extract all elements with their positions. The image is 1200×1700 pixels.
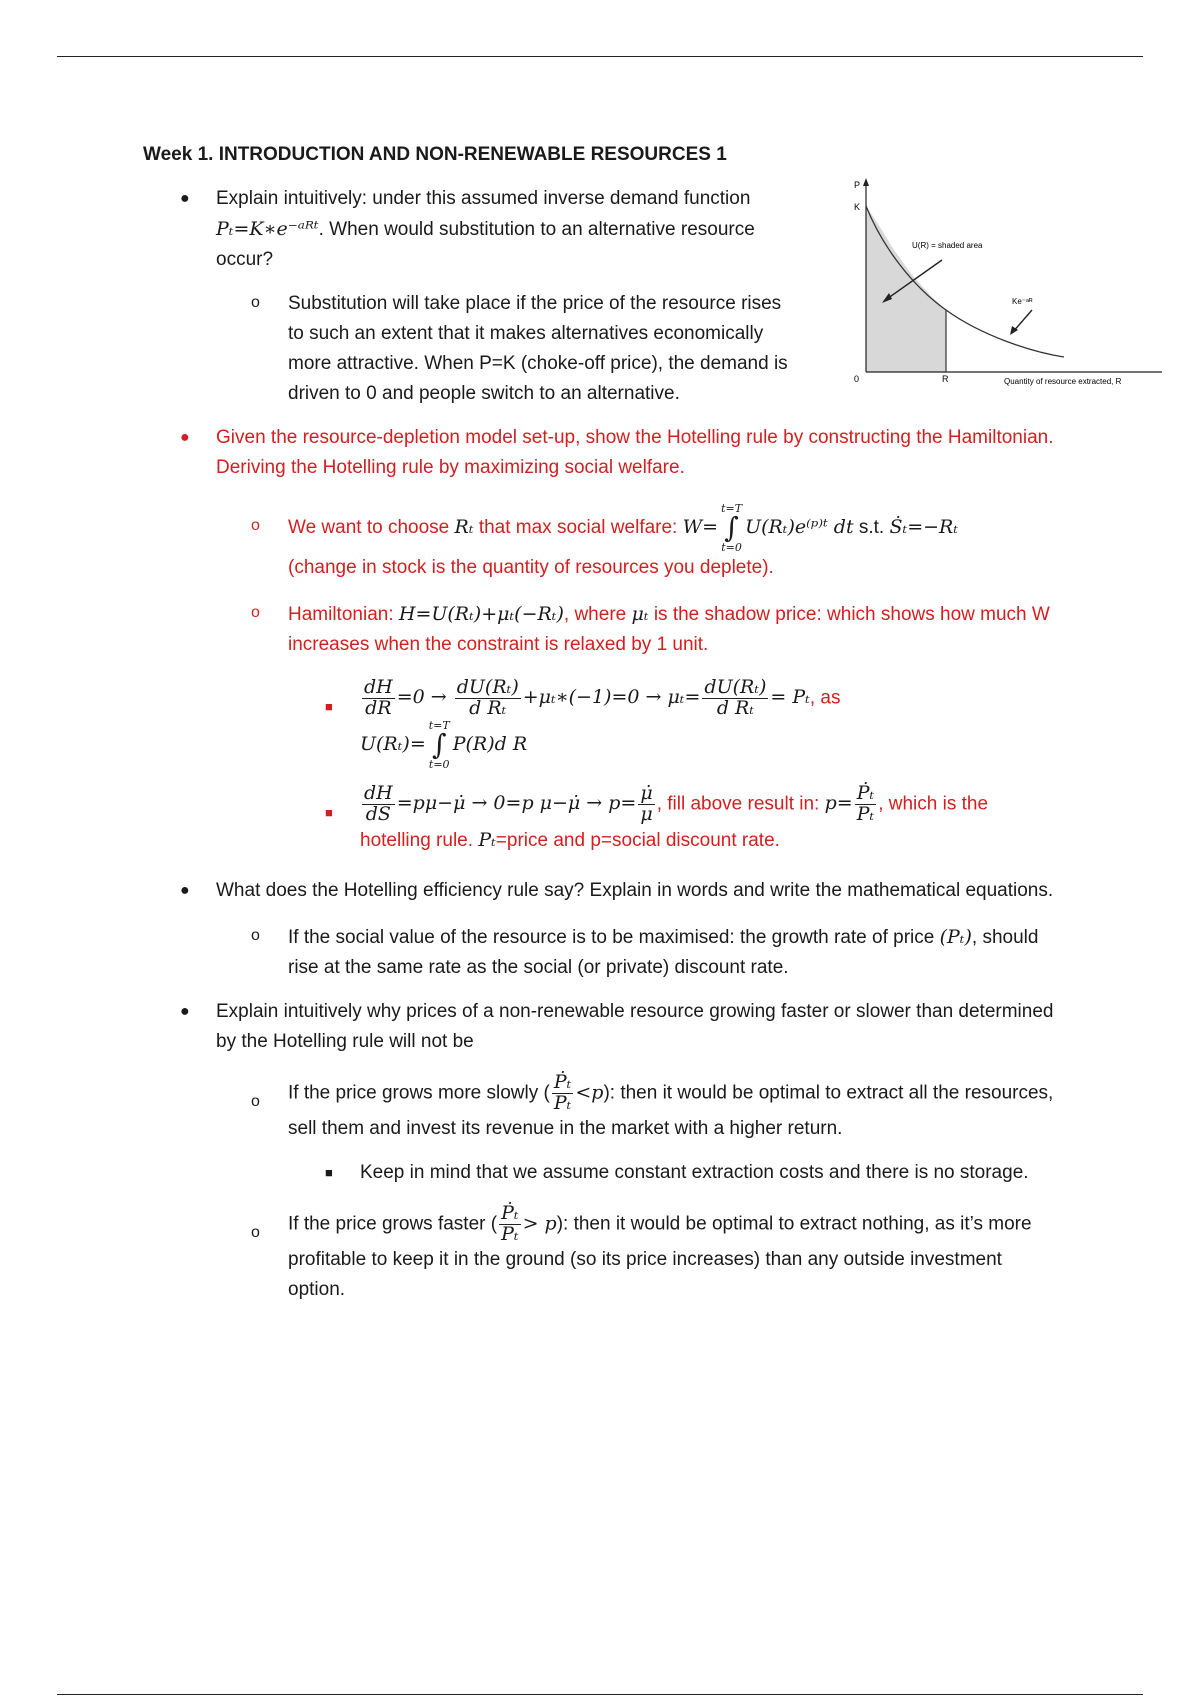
integral-lower: t=0 [721,541,742,554]
q2-derivation-2 [143,781,1063,856]
curve-annotation: Ke⁻ᵃᴿ [1012,297,1033,306]
q1-line3: occur? [216,249,274,270]
q2-answer-1 [143,503,1063,583]
deriv-mid-2: +μₜ∗(−1)=0 → μₜ= [522,686,701,709]
hamiltonian-eq: H=U(Rₜ)+μₜ(−Rₜ) [398,603,564,625]
q4-a1-post: ): then it would be optimal to extract all the resources, sell them and invest its revenue in the market with a higher return. [288,1082,1054,1139]
area-annotation: U(R) = shaded area [912,241,983,250]
stock-constraint: Ṡₜ=−Rₜ [889,516,959,539]
question-2 [143,423,1063,483]
q3-answer-2: , should rise at the same rate as the social (or private) discount rate. [288,926,1039,978]
q4-a2-cmp: > p [522,1212,557,1235]
such-that: s.t. [858,517,885,539]
answer-4a [143,1070,1063,1144]
circle-bullet-icon: o [251,926,260,944]
integral-sign-2: t=T ∫ t=0 [428,718,450,771]
q3-answer-1: If the social value of the resource is to be maximised: the growth rate of price [288,926,935,948]
integral-upper-2: t=T [428,718,450,732]
frac-du: dU(Rₜ) [456,676,519,698]
circle-bullet-icon: o [251,1223,260,1241]
question-1 [143,184,836,275]
answer-1 [143,289,788,409]
frac-mu: μ [640,802,653,825]
q1-line1: Explain intuitively: under this assumed inverse demand function [216,188,751,209]
q2-question: Given the resource-depletion model set-up, show the Hotelling rule by constructing the Hamiltonian. Deriving the Hotelling rule by maximizing social welfare. [216,427,1054,478]
q4-a2-post: ): then it would be optimal to extract nothing, as it’s more profitable to keep it in the ground (so its price increases) than any outside investment option. [288,1213,1032,1300]
bullet-icon: ● [180,1002,190,1020]
circle-bullet-icon: o [251,1092,260,1110]
q3-question: What does the Hotelling efficiency rule say? Explain in words and write the mathematical equations. [216,879,1054,901]
q4-a1-cmp: <p [575,1081,604,1104]
q1-formula: Pₜ=K∗e⁻ᵃᴿᵗ [216,218,319,240]
circle-bullet-icon: o [251,294,260,311]
bullet-icon: ● [180,190,190,207]
question-4 [143,997,1063,1057]
circle-bullet-icon: o [251,604,260,621]
welfare-eq-lhs: W= [682,516,719,539]
bullet-icon: ● [180,881,190,899]
utility-lhs: U(Rₜ)= [360,732,426,755]
as-text: , as [809,687,841,709]
utility-rhs: P(R)d R [452,732,528,755]
q2-s2-text: , fill above result in: [656,793,820,815]
origin-label: 0 [854,374,860,384]
bullet-icon: ● [180,429,190,446]
deriv-mid-1: =0 → [396,686,453,709]
page-title: Week 1. INTRODUCTION AND NON-RENEWABLE RESOURCES 1 [143,144,727,165]
shadow-price-var: μₜ [631,603,649,625]
integral-sign: t=T ∫ t=0 [721,502,743,554]
top-rule [57,56,1143,57]
answer-4a-note [143,1158,1063,1188]
costate-eq: =pμ−μ̇ → 0=p μ−μ̇ → p= [396,792,637,815]
circle-bullet-icon: o [251,517,260,534]
q4-a1-den: Pₜ [553,1091,572,1114]
rule-p: p= [824,792,853,815]
deriv-end: = Pₜ [770,686,810,709]
q2-a1-var: Rₜ [454,516,474,539]
frac-ds: dS [365,802,391,825]
question-3 [143,876,1063,906]
square-bullet-icon: ■ [325,699,333,714]
x-axis-label: Quantity of resource extracted, R [1004,377,1122,386]
q4-a2-pre: If the price grows faster ( [288,1213,498,1235]
q2-a1-text: We want to choose [288,517,450,539]
q2-s2-text3: =price and p=social discount rate. [495,829,780,851]
frac-pt: Pₜ [856,802,875,825]
document-body [143,140,1063,1319]
integral-lower-2: t=0 [428,757,450,771]
bottom-rule [57,1694,1143,1695]
frac-dr: dR [365,696,392,719]
q1-line2: . When would substitution to an alternative resource [318,219,755,240]
frac-du-2: dU(Rₜ) [704,676,767,698]
q4-a1-sub: Keep in mind that we assume constant extraction costs and there is no storage. [360,1161,1029,1183]
q4-a1-num: Ṗₜ [553,1070,572,1093]
q2-a2-text3: is the shadow price: which shows how much W increases when the constraint is relaxed by 1 unit. [288,604,1050,655]
frac-dh-2: dH [364,781,393,804]
q2-a2-text2: , where [563,604,627,625]
q1-answer: Substitution will take place if the price of the resource rises to such an extent that it makes alternatives economically more attractive. When P=K (choke-off price), the demand is driven to 0 and people switch to an alternative. [288,293,788,404]
frac-dh: dH [364,676,393,698]
price-var: Pₜ [478,828,496,851]
q2-derivation-1 [143,678,1063,770]
frac-drt-2: d Rₜ [716,696,755,719]
q2-answer-2 [143,599,1063,660]
square-bullet-icon: ■ [325,804,333,820]
x-tick-label: R [942,374,949,384]
square-bullet-icon: ■ [325,1164,333,1180]
answer-4b [143,1201,1063,1305]
q2-a1-text2: that max social welfare: [478,517,678,539]
q4-a2-num: Ṗₜ [501,1201,519,1224]
q2-a2-text: Hamiltonian: [288,604,394,625]
q4-question: Explain intuitively why prices of a non-renewable resource growing faster or slower than determined by the Hotelling rule will not be [216,1000,1054,1052]
q2-a1-note: (change in stock is the quantity of resources you deplete). [288,557,774,578]
answer-3 [143,922,1063,983]
integral-upper: t=T [721,502,743,515]
frac-pdot: Ṗₜ [856,781,875,804]
q3-price-var: (Pₜ) [939,925,972,948]
frac-drt: d Rₜ [469,696,507,719]
welfare-integrand: U(Rₜ)e⁽ᵖ⁾ᵗ dt [745,516,854,539]
y-tick-label: K [854,202,861,212]
frac-mudot: μ̇ [640,781,653,804]
q4-a2-den: Pₜ [501,1222,519,1245]
q2-s2-text2: , which is the hotelling rule. [360,793,989,851]
q4-a1-pre: If the price grows more slowly ( [288,1082,550,1104]
y-axis-label: P [854,180,861,190]
